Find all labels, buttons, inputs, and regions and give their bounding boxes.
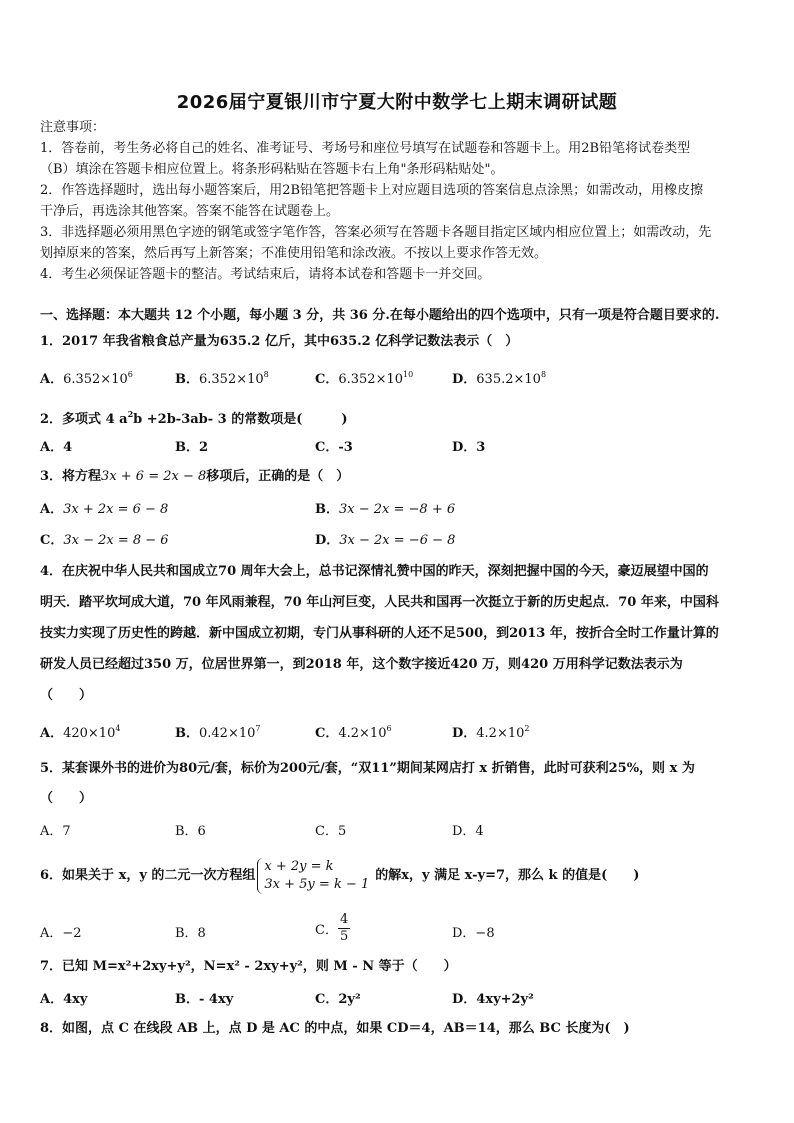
- question-3-stem: 3．将方程3x + 6 = 2x − 8移项后，正确的是（ ）: [40, 469, 350, 484]
- notice-heading: 注意事项：: [40, 120, 106, 135]
- option-a: A．−2: [40, 926, 82, 941]
- question-4-line: 研发人员已经超过350 万，位居世界第一，到2018 年，这个数字接近420 万，则420 万用科学记数法表示为: [40, 657, 683, 672]
- option-a: A．7: [40, 824, 71, 839]
- question-5-line: 5．某套课外书的进价为80元/套，标价为200元/套，“双11”期间某网店打 x 折销售，此时可获利25%，则 x 为: [40, 761, 695, 776]
- option-a: A．4xy: [40, 992, 88, 1007]
- option-b: B．- 4xy: [175, 992, 234, 1007]
- option-b: B．8: [175, 926, 206, 941]
- option-c: C．5: [315, 824, 347, 839]
- question-6-stem: 6．如果关于 x，y 的二元一次方程组 x + 2y = k 3x + 5y = k − 1 的解x，y 满足 x-y=7，那么 k 的值是( ): [40, 858, 640, 892]
- question-1-options: [40, 368, 758, 390]
- option-d: D．4xy+2y²: [452, 992, 534, 1007]
- option-a: A．3x + 2x = 6 − 8: [40, 502, 169, 517]
- question-8-stem: 8．如图，点 C 在线段 AB 上，点 D 是 AC 的中点，如果 CD＝4，AB＝14，那么 BC 长度为( ): [40, 1021, 630, 1036]
- question-5-options: [40, 820, 758, 842]
- option-c: C．2y²: [315, 992, 361, 1007]
- notice-line: （B）填涂在答题卡相应位置上。将条形码粘贴在答题卡右上角"条形码粘贴处"。: [40, 162, 504, 177]
- notice-line: 划掉原来的答案，然后再写上新答案；不准使用铅笔和涂改液。不按以上要求作答无效。: [40, 246, 548, 261]
- question-7-stem: 7．已知 M=x²+2xy+y²，N=x² - 2xy+y²，则 M - N 等于（ ）: [40, 959, 457, 974]
- option-b: B．3x − 2x = −8 + 6: [315, 502, 456, 517]
- option-d: D．$635.2\times 10^8$: [452, 370, 547, 387]
- option-d: D．$4.2\times 10^2$: [452, 724, 530, 741]
- question-3-options-row2: [40, 529, 758, 551]
- question-5-line: （ ）: [40, 791, 93, 806]
- question-4-line: 4．在庆祝中华人民共和国成立70 周年大会上，总书记深情礼赞中国的昨天，深刻把握中国的今天，豪迈展望中国的: [40, 564, 709, 579]
- notice-line: 4．考生必须保证答题卡的整洁。考试结束后，请将本试卷和答题卡一并交回。: [40, 267, 491, 282]
- option-a: A．$420\times 10^4$: [40, 724, 121, 741]
- equation-system: x + 2y = k 3x + 5y = k − 1: [257, 858, 373, 894]
- notice-line: 1．答卷前，考生务必将自己的姓名、准考证号、考场号和座位号填写在试题卷和答题卡上。用2B铅笔将试卷类型: [40, 141, 691, 156]
- option-b: B．$0.42\times 10^7$: [175, 724, 261, 741]
- option-d: D．3: [452, 440, 486, 455]
- option-b: B．2: [175, 440, 209, 455]
- option-d: D．3x − 2x = −6 − 8: [315, 533, 456, 548]
- page-title: 2026届宁夏银川市宁夏大附中数学七上期末调研试题: [176, 92, 618, 113]
- section-heading: 一、选择题：本大题共 12 个小题，每小题 3 分，共 36 分.在每小题给出的四个选项中，只有一项是符合题目要求的.: [40, 308, 720, 323]
- notice-line: 2．作答选择题时，选出每小题答案后，用2B铅笔把答题卡上对应题目选项的答案信息点涂黑；如需改动，用橡皮擦: [40, 183, 704, 198]
- notice-line: 干净后，再选涂其他答案。答案不能答在试题卷上。: [40, 204, 340, 219]
- option-c: C．$4.2\times 10^6$: [315, 724, 392, 741]
- option-d: D．4: [452, 824, 484, 839]
- option-a: A．4: [40, 440, 73, 455]
- option-b: B．6: [175, 824, 206, 839]
- question-4-line: 技实力实现了历史性的跨越．新中国成立初期，专门从事科研的人还不足500，到2013 年，按折合全时工作量计算的: [40, 626, 719, 641]
- option-c: C．$6.352\times 10^{10}$: [315, 370, 414, 387]
- option-c: C．-3: [315, 440, 353, 455]
- notice-line: 3．非选择题必须用黑色字迹的钢笔或签字笔作答，答案必须写在答题卡各题目指定区域内相应位置上；如需改动，先: [40, 225, 712, 240]
- question-4-line: 明天．踏平坎坷成大道，70 年风雨兼程，70 年山河巨变，人民共和国再一次挺立于新的历史起点．70 年来，中国科: [40, 595, 719, 610]
- option-c: C． $\frac{4}{5}$: [315, 912, 349, 944]
- question-3-options-row1: [40, 498, 758, 520]
- option-b: B．$6.352\times 10^8$: [175, 370, 269, 387]
- question-1-stem: 1．2017 年我省粮食总产量为635.2 亿斤，其中635.2 亿科学记数法表示（ ）: [40, 334, 519, 349]
- option-a: A．$6.352\times 10^6$: [40, 370, 133, 387]
- question-2-options: [40, 436, 758, 458]
- question-4-line: （ ）: [40, 688, 93, 703]
- option-c: C．3x − 2x = 8 − 6: [40, 533, 169, 548]
- question-4-options: [40, 722, 758, 744]
- question-6-options: [40, 912, 758, 948]
- option-d: D．−8: [452, 926, 495, 941]
- question-2-stem: 2．多项式 4 $a^2b +2b-3ab-$ 3 的常数项是( ): [40, 409, 348, 427]
- question-7-options: [40, 988, 758, 1010]
